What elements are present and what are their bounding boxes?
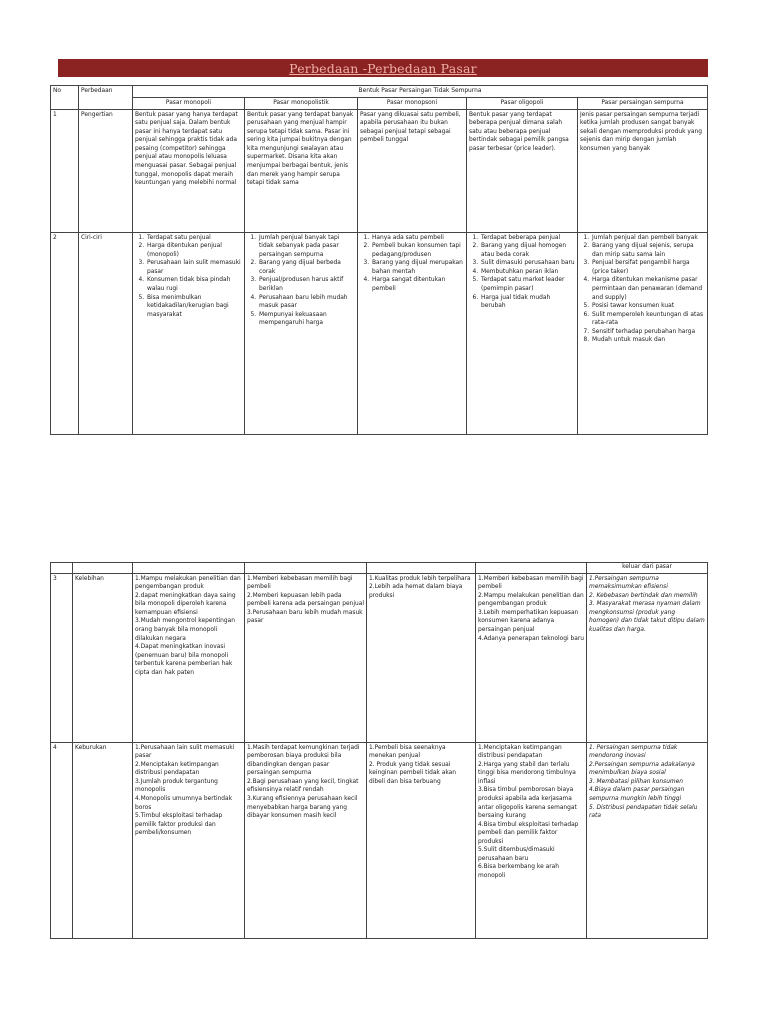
- row-label: Ciri-ciri: [79, 232, 133, 434]
- row-label: Keburukan: [73, 742, 133, 938]
- list-item: 1. Terdapat satu penjual: [146, 234, 242, 243]
- row-label: Pengertian: [79, 109, 133, 232]
- list-item: 1. Hanya ada satu pembeli: [371, 234, 464, 243]
- table-row: [51, 573, 708, 742]
- list-item: 4.Bisa timbul eksploitasi terhadap pembeli dan pemilik faktor produksi: [478, 821, 579, 845]
- cell-lines: [587, 742, 708, 938]
- header-row-group: [51, 86, 708, 98]
- list-item: 1. Terdapat beberapa penjual: [480, 234, 575, 243]
- header-group: Bentuk Pasar Persaingan Tidak Sempurna: [133, 86, 708, 98]
- header-col-oligopoli: Pasar oligopoli: [467, 98, 578, 110]
- header-perbedaan: Perbedaan: [79, 86, 133, 110]
- table-row: [51, 109, 708, 232]
- list-item: 5. Distribusi pendapatan tidak selalu rata: [589, 804, 698, 820]
- list-item: 6. Sulit memperoleh keuntungan di atas rata-rata: [591, 311, 705, 328]
- list-item: 2. Pembeli bukan konsumen tapi pedagang/produsen: [371, 242, 464, 259]
- list-item: 3. Penjual/produsen harus aktif beriklan: [258, 276, 355, 293]
- carry-row: [51, 563, 708, 574]
- list-item: 1.Pembeli bisa seenaknya menekan penjual: [369, 744, 446, 760]
- title-banner: [58, 59, 708, 77]
- list-item: 4.Dapat meningkatkan inovasi (penemuan baru) bila monopoli terbentuk karena pemberian hak cipta dan hak paten: [135, 644, 233, 676]
- list-item: 2. Produk yang tidak sesuai keinginan pembeli tidak akan dibeli dan bisa terbuang: [369, 761, 456, 785]
- list-item: 3. Membatasi pilihan konsumen: [589, 778, 684, 785]
- row-number: 2: [51, 232, 79, 434]
- carry-over-text: keluar dari pasar: [587, 563, 708, 574]
- list-item: 3.Mudah mengontrol kepentingan orang banyak bila monopoli dilakukan negara: [135, 618, 235, 642]
- cell-list: [133, 232, 245, 434]
- cell-lines: [476, 573, 587, 742]
- list-item: 5.Sulit ditembus/dimasuki perusahaan baru: [478, 847, 555, 862]
- list-item: 1.Mampu melakukan penelitian dan pengembangan produk: [135, 575, 241, 591]
- list-item: 1. Persaingan sempurna tidak mendorong inovasi: [589, 744, 678, 760]
- cell-lines: [245, 742, 367, 938]
- list-item: 6.Bisa berkembang ke arah monopoli: [478, 864, 559, 879]
- list-item: 1. Jumlah penjual dan pembeli banyak: [591, 234, 705, 243]
- header-row-columns: [51, 98, 708, 110]
- list-item: 1.Kualitas produk lebih terpelihara: [369, 575, 471, 582]
- row-label: Kelebihan: [73, 573, 133, 742]
- list-item: 2.dapat meningkatkan daya saing bila monopoli diperoleh karena kemampuan efisiensi: [135, 592, 236, 616]
- list-item: 3.Kurang efisiennya perusahaan kecil menyebabkan harga barang yang dibayar konsumen masih kecil: [247, 795, 358, 820]
- list-item: 5. Bisa menimbulkan ketidakadilan/kerugian bagi masyarakat: [146, 294, 242, 320]
- list-item: 4. Perusahaan baru lebih mudah masuk pasar: [258, 294, 355, 311]
- list-item: 3. Perusahaan lain sulit memasuki pasar: [146, 259, 242, 276]
- list-item: 1.Menciptakan ketimpangan distribusi pendapatan: [478, 744, 562, 760]
- header-col-monopolistik: Pasar monopolistik: [245, 98, 358, 110]
- list-item: 1.Masih terdapat kemungkinan terjadi pemborosan biaya produksi bila dibandingkan dengan pasar persaingan sempurna: [247, 744, 360, 777]
- list-item: 2. Barang yang dijual homogen atau beda corak: [480, 242, 575, 259]
- cell-text: Jenis pasar persaingan sempurna terjadi ketika jumlah produsen sangat banyak sekali dengan memproduksi produk yang sejenis dan mirip dengan jumlah konsumen yang banyak: [578, 109, 708, 232]
- list-item: 5. Mempunyai kekuasaan mempengaruhi harga: [258, 311, 355, 328]
- cell-list: [245, 232, 358, 434]
- list-item: 5. Posisi tawar konsumen kuat: [591, 302, 705, 311]
- list-item: 2.Lebih ada hemat dalam biaya produksi: [369, 584, 463, 599]
- row-number: 4: [51, 742, 73, 938]
- list-item: 2. Kebebasan bertindak dan memilih: [589, 592, 698, 599]
- cell-lines: [133, 742, 245, 938]
- list-item: 1.Memberi kebebasan memilih bagi pembeli: [247, 575, 353, 591]
- comparison-table-part-2: [50, 562, 708, 939]
- page-title: Perbedaan -Perbedaan Pasar: [289, 60, 477, 76]
- list-item: 4. Harga ditentukan mekanisme pasar permintaan dan penawaran (demand and supply): [591, 276, 705, 302]
- cell-text: Bentuk pasar yang terdapat beberapa penjual dimana salah satu atau beberapa penjual bertindak sebagai pemilik pangsa pasar terbesar (price leader).: [467, 109, 578, 232]
- list-item: 2.Mampu melakukan penelitian dan pengembangan produk: [478, 592, 584, 608]
- list-item: 7. Sensitif terhadap perubahan harga: [591, 328, 705, 337]
- cell-lines: [367, 573, 476, 742]
- row-number: 3: [51, 573, 73, 742]
- list-item: 4.Adanya penerapan teknologi baru: [478, 635, 584, 642]
- cell-list: [578, 232, 708, 434]
- list-item: 2. Barang yang dijual berbeda corak: [258, 259, 355, 276]
- list-item: 3. Masyarakat merasa nyaman dalam mengkonsumsi (produk yang homogen) dan tidak takut ditipu dalam kualitas dan harga.: [589, 601, 705, 633]
- list-item: 1. Jumlah penjual banyak tapi tidak sebanyak pada pasar persaingan sempurna: [258, 234, 355, 260]
- cell-text: Bentuk pasar yang hanya terdapat satu penjual saja. Dalam bentuk pasar ini hanya terdapat satu penjual sehingga praktis tidak ada pesaing (competitor) sehingga penjual atau monopolis leluasa menguasai pasar. Sebagai penjual tunggal, monopolis dapat meraih keuntungan yang melebihi normal: [133, 109, 245, 232]
- cell-text: Bentuk pasar yang terdapat banyak perusahaan yang menjual hampir serupa tetapi tidak sama. Pasar ini sering kita jumpai bukitnya dengan kita mengunjungi swalayan atau supermarket. Disana kita akan menjumpai berbagai bentuk, jenis dan merek yang hampir serupa tetapi tidak sama: [245, 109, 358, 232]
- cell-lines: [133, 573, 245, 742]
- list-item: 3.Perusahaan baru lebih mudah masuk pasar: [247, 609, 363, 625]
- list-item: 3.Jumlah produk tergantung monopolis: [135, 778, 218, 794]
- list-item: 8. Mudah untuk masuk dan: [591, 336, 705, 345]
- header-col-monopoli: Pasar monopoli: [133, 98, 245, 110]
- cell-list: [358, 232, 467, 434]
- table-row: [51, 742, 708, 938]
- list-item: 4. Membutuhkan peran iklan: [480, 268, 575, 277]
- cell-lines: [587, 573, 708, 742]
- list-item: 4. Konsumen tidak bisa pindah walau rugi: [146, 276, 242, 293]
- list-item: 2.Memberi kepuasan lebih pada pembeli karena ada persaingan penjual: [247, 592, 364, 608]
- list-item: 4.Monopolis umumnya bertindak boros: [135, 795, 233, 811]
- header-col-persaingan-sempurna: Pasar persaingan sempurna: [578, 98, 708, 110]
- list-item: 4.Biaya dalam pasar persaingan sempurna mungkin lebih tinggi: [589, 787, 685, 802]
- cell-lines: [245, 573, 367, 742]
- list-item: 3.Bisa timbul pemborosan biaya produksi apabila ada kerjasama antar oligopolis karena semangat bersaing kurang: [478, 787, 577, 820]
- list-item: 3.Lebih memperhatikan kepuasan konsumen karena adanya persaingan penjual: [478, 609, 579, 633]
- list-item: 2.Bagi perusahaan yang kecil, tingkat efisiensinya relatif rendah: [247, 778, 359, 794]
- cell-lines: [367, 742, 476, 938]
- header-col-monopsoni: Pasar monopsoni: [358, 98, 467, 110]
- list-item: 3. Sulit dimasuki perusahaan baru: [480, 259, 575, 268]
- row-number: 1: [51, 109, 79, 232]
- list-item: 2.Harga yang stabil dan terlalu tinggi bisa mendorong timbulnya inflasi: [478, 761, 576, 785]
- list-item: 4. Harga sangat ditentukan pembeli: [371, 276, 464, 293]
- cell-lines: [476, 742, 587, 938]
- list-item: 2.Persaingan sempurna adakalanya menimbulkan biaya sosial: [589, 761, 695, 777]
- list-item: 6. Harga jual tidak mudah berubah: [480, 294, 575, 311]
- list-item: 3. Penjual bersifat pengambil harga (price taker): [591, 259, 705, 276]
- list-item: 2. Harga ditentukan penjual (monopoli): [146, 242, 242, 259]
- list-item: 3. Barang yang dijual merupakan bahan mentah: [371, 259, 464, 276]
- list-item: 5.Timbul eksploitasi terhadap pemilik faktor produksi dan pembeli/konsumen: [135, 813, 223, 837]
- list-item: 2. Barang yang dijual sejenis, serupa dan mirip satu sama lain: [591, 242, 705, 259]
- list-item: 1.Perusahaan lain sulit memasuki pasar: [135, 744, 235, 760]
- comparison-table-part-1: [50, 85, 708, 435]
- cell-list: [467, 232, 578, 434]
- list-item: 1.Persaingan sempurna memaksimumkan efisiensi: [589, 575, 668, 591]
- cell-text: Pasar yang dikuasai satu pembeli, apabila perusahaan itu bukan sebagai penjual tetapi sebagai pembeli tunggal: [358, 109, 467, 232]
- list-item: 1.Memberi kebebasan memilih bagi pembeli: [478, 575, 584, 591]
- list-item: 2.Menciptakan ketimpangan distribusi pendapatan: [135, 761, 219, 777]
- table-row: [51, 232, 708, 434]
- list-item: 5. Terdapat satu market leader (pemimpin pasar): [480, 276, 575, 293]
- header-no: No: [51, 86, 79, 110]
